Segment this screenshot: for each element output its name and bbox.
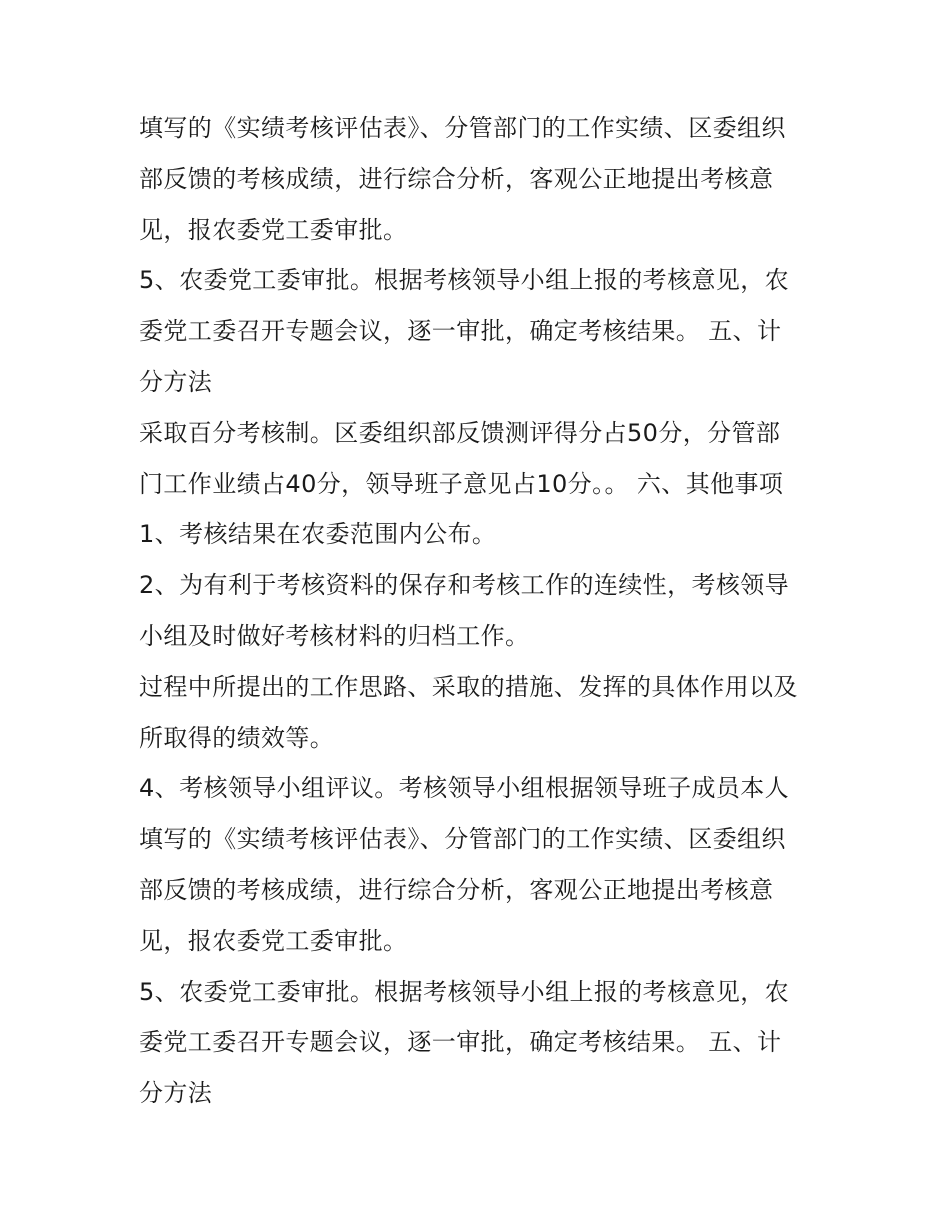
text-line: 过程中所提出的工作思路、采取的措施、发挥的具体作用以及 (139, 672, 798, 701)
document-body (139, 103, 819, 1119)
text-line: 门工作业绩占40分，领导班子意见占10分。。 六、其他事项 (139, 469, 784, 498)
text-line: 见，报农委党工委审批。 (139, 215, 408, 244)
text-line: 5、农委党工委审批。根据考核领导小组上报的考核意见，农 (139, 266, 790, 295)
text-line: 所取得的绩效等。 (139, 723, 335, 752)
text-line: 小组及时做好考核材料的归档工作。 (139, 621, 530, 650)
text-line: 分方法 (139, 1079, 213, 1108)
text-line: 委党工委召开专题会议，逐一审批，确定考核结果。 五、计 (139, 1028, 782, 1057)
text-line: 4、考核领导小组评议。考核领导小组根据领导班子成员本人 (139, 774, 790, 803)
text-line: 分方法 (139, 367, 213, 396)
text-line: 部反馈的考核成绩，进行综合分析，客观公正地提出考核意 (139, 164, 774, 193)
text-line: 1、考核结果在农委范围内公布。 (139, 520, 497, 549)
text-line: 采取百分考核制。区委组织部反馈测评得分占50分，分管部 (139, 418, 781, 447)
text-line: 见，报农委党工委审批。 (139, 926, 408, 955)
text-line: 5、农委党工委审批。根据考核领导小组上报的考核意见，农 (139, 977, 790, 1006)
text-line: 委党工委召开专题会议，逐一审批，确定考核结果。 五、计 (139, 317, 782, 346)
text-line: 部反馈的考核成绩，进行综合分析，客观公正地提出考核意 (139, 875, 774, 904)
text-line: 2、为有利于考核资料的保存和考核工作的连续性，考核领导 (139, 571, 790, 600)
text-line: 填写的《实绩考核评估表》、分管部门的工作实绩、区委组织 (139, 825, 786, 854)
text-line: 填写的《实绩考核评估表》、分管部门的工作实绩、区委组织 (139, 114, 786, 142)
